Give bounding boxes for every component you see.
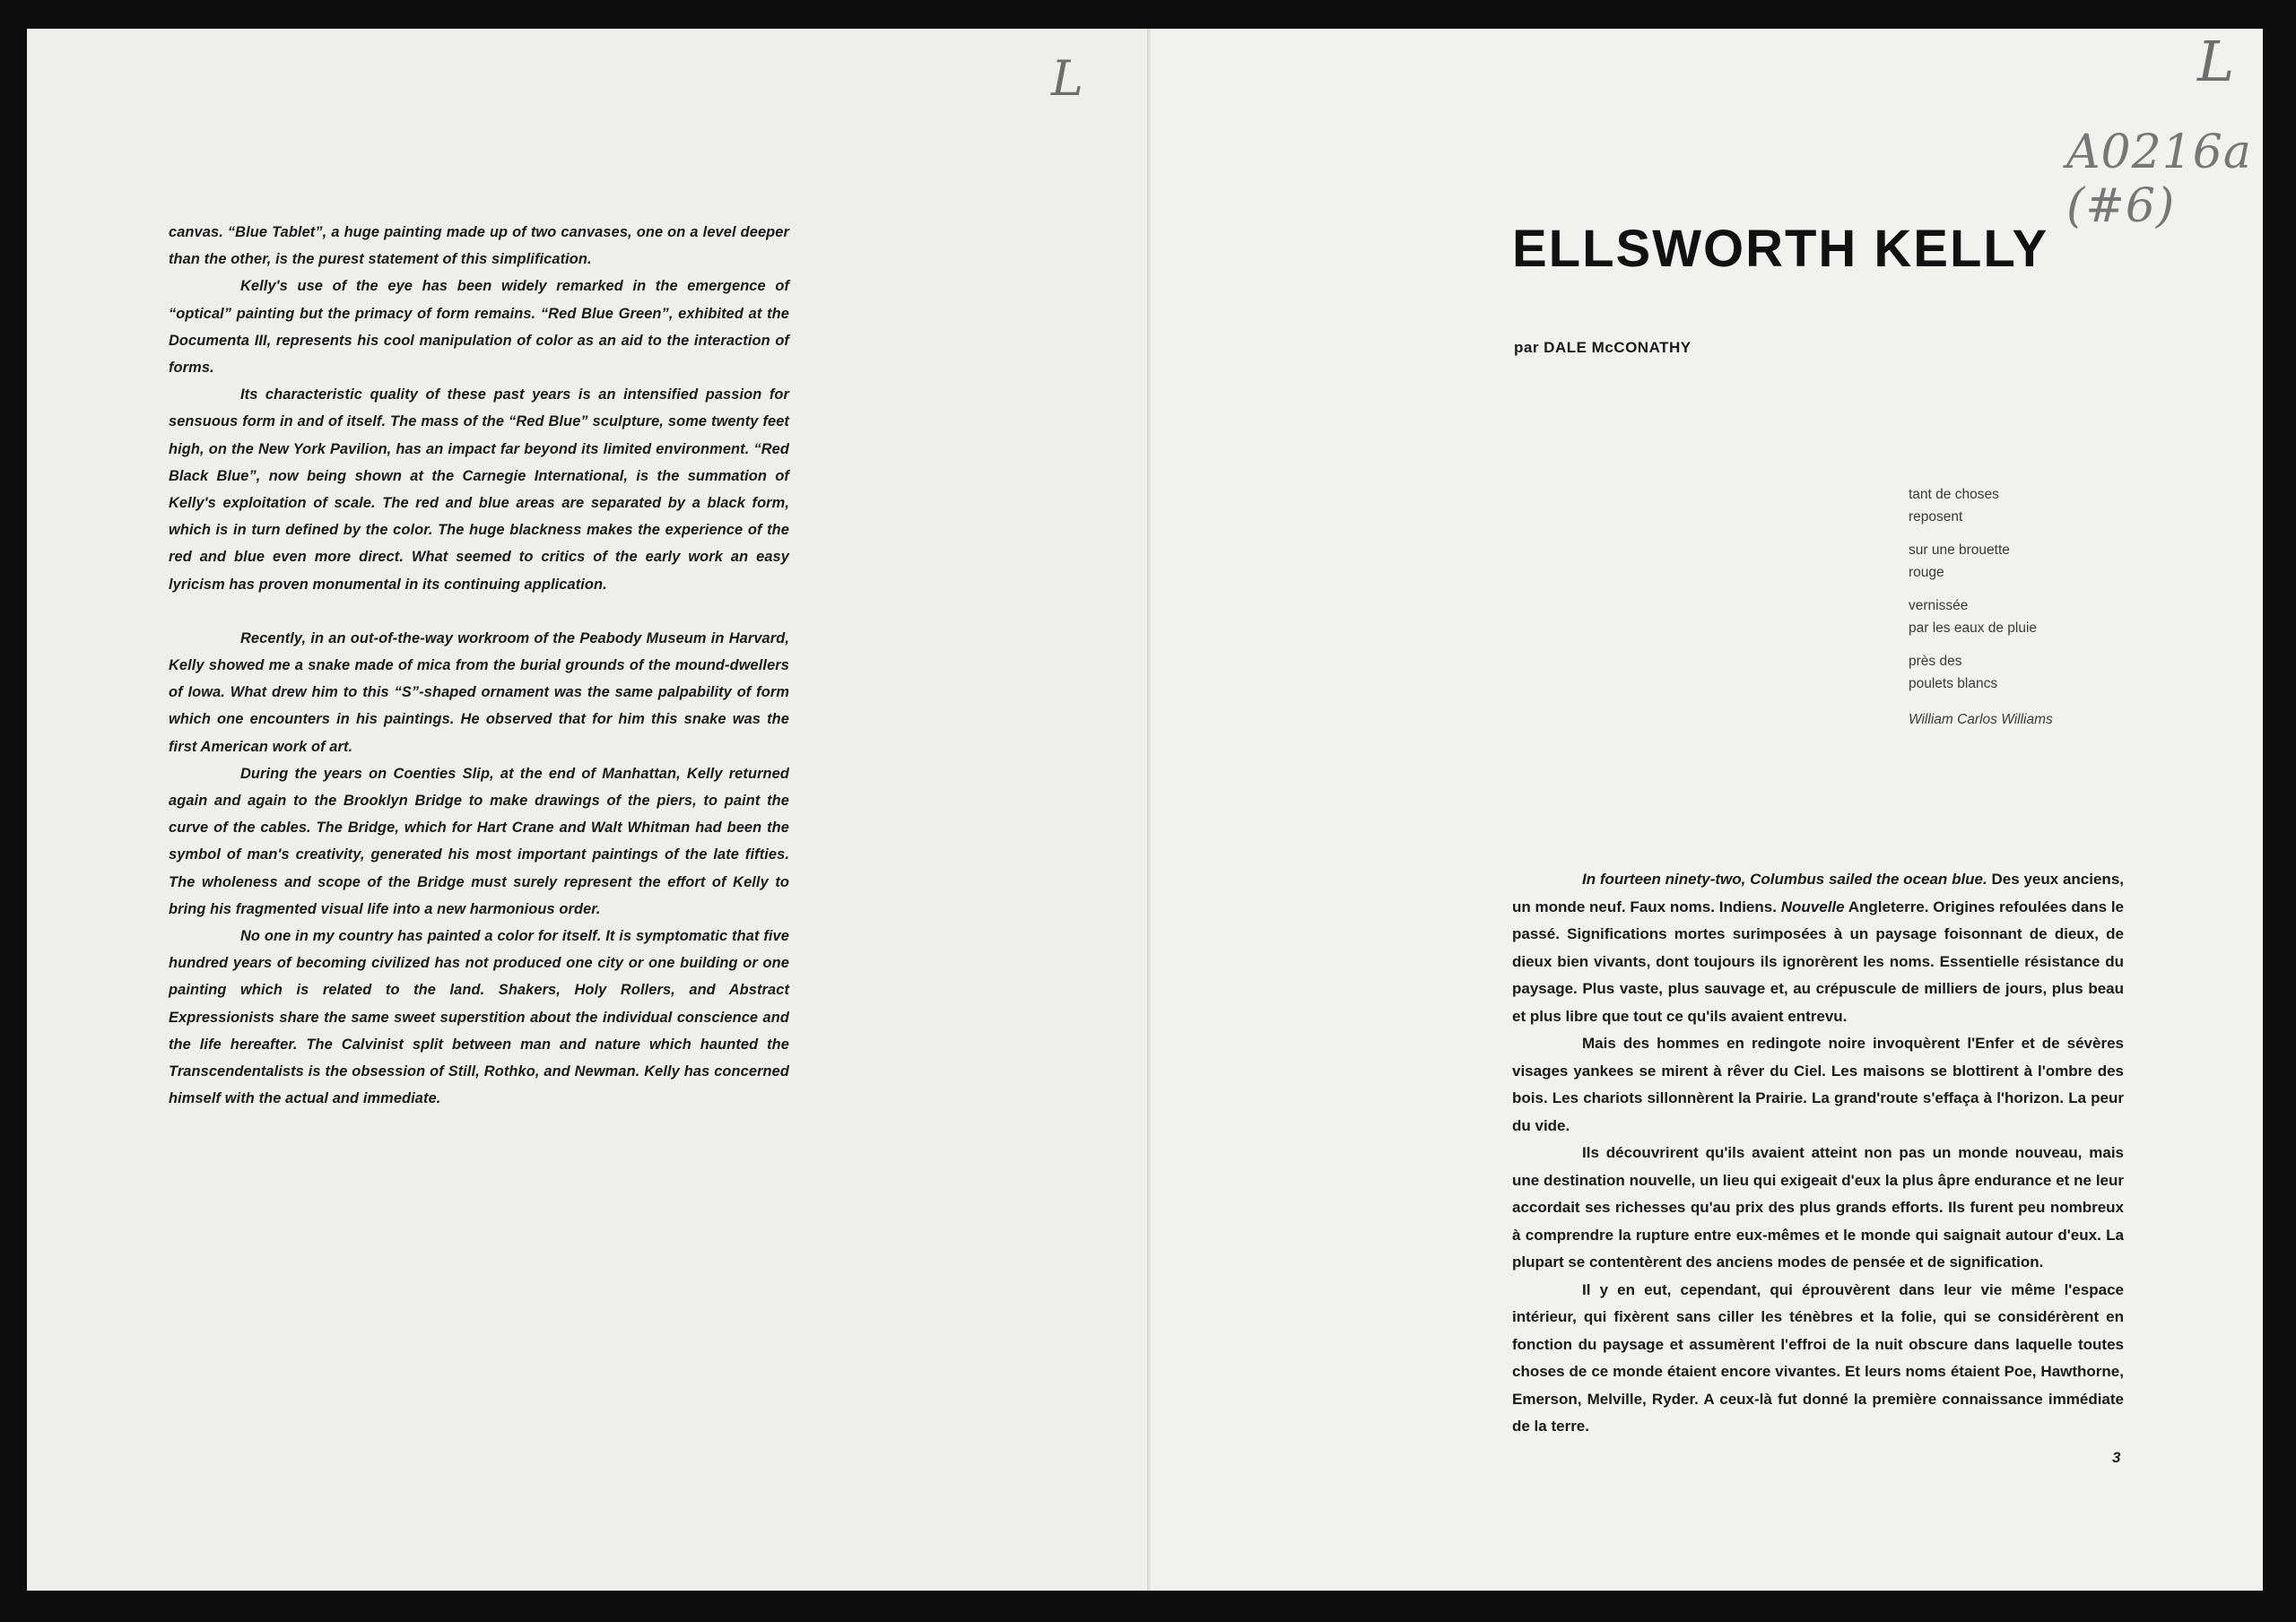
right-page-body xyxy=(1512,866,2124,1441)
right-paragraph-1-text-a: Des yeux anciens, un monde neuf. Faux noms. Indiens. xyxy=(1512,871,2124,915)
poem-stanza-3: vernissée par les eaux de pluie xyxy=(1909,598,2038,636)
left-paragraph-6: No one in my country has painted a color for itself. It is symptomatic that five hundred years of becoming civilized has not produced one city or one building or one painting which is related to the land. Shakers, Holy Rollers, and Abstract Expressionists share the same sweet superstition about the individual conscience and the life hereafter. The Calvinist split between man and nature which haunted the Transcendentalists is the obsession of Still, Rothko, and Newman. Kelly has concerned himself with the actual and immediate. xyxy=(169,928,789,1107)
poem-stanza-4: près des poulets blancs xyxy=(1909,654,1998,691)
handwritten-mark-right: L xyxy=(2197,29,2235,94)
left-paragraph-2: Kelly's use of the eye has been widely remarked in the emergence of “optical” painting but the primacy of form remains. “Red Blue Green”, exhibited at the Documenta III, represents his cool manipulation of color as an aid to the interaction of forms. xyxy=(169,278,789,377)
poem-stanza-1: tant de choses reposent xyxy=(1909,487,1999,525)
left-page-body xyxy=(169,219,789,1113)
left-paragraph-5: During the years on Coenties Slip, at the end of Manhattan, Kelly returned again and again to the Brooklyn Bridge to make drawings of the piers, to paint the curve of the cables. The Bridge, which for Hart Crane and Walt Whitman had been the symbol of man's creativity, generated his most important paintings of the late fifties. The wholeness and scope of the Bridge must surely represent the effort of Kelly to bring his fragmented visual life into a new harmonious order. xyxy=(169,765,789,917)
right-paragraph-1-italic: In fourteen ninety-two, Columbus sailed the ocean blue. xyxy=(1582,871,1987,888)
poem-stanza-2: sur une brouette rouge xyxy=(1909,542,2010,580)
right-paragraph-3: Ils découvrirent qu'ils avaient atteint non pas un monde nouveau, mais une destination nouvelle, un lieu qui exigeait d'eux la plus âpre endurance et ne leur accordait ses richesses qu'au prix des plus grands efforts. Ils furent peu nombreux à comprendre la rupture entre eux-mêmes et le monde qui saignait autour d'eux. La plupart se contentèrent des anciens modes de pensée et de signification. xyxy=(1512,1144,2124,1271)
right-paragraph-1 xyxy=(1512,866,2124,1030)
left-paragraph-1: canvas. “Blue Tablet”, a huge painting made up of two canvases, one on a level deeper than the other, is the purest statement of this simplification. xyxy=(169,224,789,268)
page-number: 3 xyxy=(2112,1449,2121,1466)
right-paragraph-2: Mais des hommes en redingote noire invoquèrent l'Enfer et de sévères visages yankees se mirent à rêver du Ciel. Les maisons se blottirent à l'ombre des bois. Les chariots sillonnèrent la Prairie. La grand'route s'effaça à l'horizon. La peur du vide. xyxy=(1512,1035,2124,1134)
epigraph-poem xyxy=(1909,484,2053,743)
byline: par DALE McCONATHY xyxy=(1514,339,1692,356)
article-title: ELLSWORTH KELLY xyxy=(1512,220,2049,278)
right-paragraph-4: Il y en eut, cependant, qui éprouvèrent dans leur vie même l'espace intérieur, qui fixèrent sans ciller les ténèbres et la folie, qui se considérèrent en fonction du paysage et assumèrent l'effroi de la nuit obscure dans laquelle toutes choses de ce monde étaient encore vivantes. Et leurs noms étaient Poe, Hawthorne, Emerson, Melville, Ryder. A ceux-là fut donné la première connaissance immédiate de la terre. xyxy=(1512,1280,2124,1435)
left-paragraph-3: Its characteristic quality of these past years is an intensified passion for sensuous form in and of itself. The mass of the “Red Blue” sculpture, some twenty feet high, on the New York Pavilion, has an impact far beyond its limited environment. “Red Black Blue”, now being shown at the Carnegie International, is the summation of Kelly's exploitation of scale. The red and blue areas are separated by a black form, which is in turn defined by the color. The huge blackness makes the experience of the red and blue even more direct. What seemed to critics of the early work an easy lyricism has proven monumental in its continuing application. xyxy=(169,386,789,593)
handwritten-archive-number: A0216a (#6) xyxy=(2066,126,2252,233)
right-paragraph-1-italic-2: Nouvelle xyxy=(1780,898,1845,915)
poem-author: William Carlos Williams xyxy=(1909,712,2053,727)
right-paragraph-1-text-b: Angleterre. Origines refoulées dans le passé. Significations mortes surimposées à un paysage foisonnant de dieux, de dieux bien vivants, dont toujours ils ignorèrent les noms. Essentielle résistance du paysage. Plus vaste, plus sauvage et, au crépuscule de milliers de jours, plus beau et plus libre que tout ce qu'ils avaient entrevu. xyxy=(1512,898,2124,1025)
handwritten-mark-left: L xyxy=(1051,50,1083,107)
left-paragraph-4: Recently, in an out-of-the-way workroom of the Peabody Museum in Harvard, Kelly showed me a snake made of mica from the burial grounds of the mound-dwellers of Iowa. What drew him to this “S”-shaped ornament was the same palpability of form which one encounters in his paintings. He observed that for him this snake was the first American work of art. xyxy=(169,629,789,755)
